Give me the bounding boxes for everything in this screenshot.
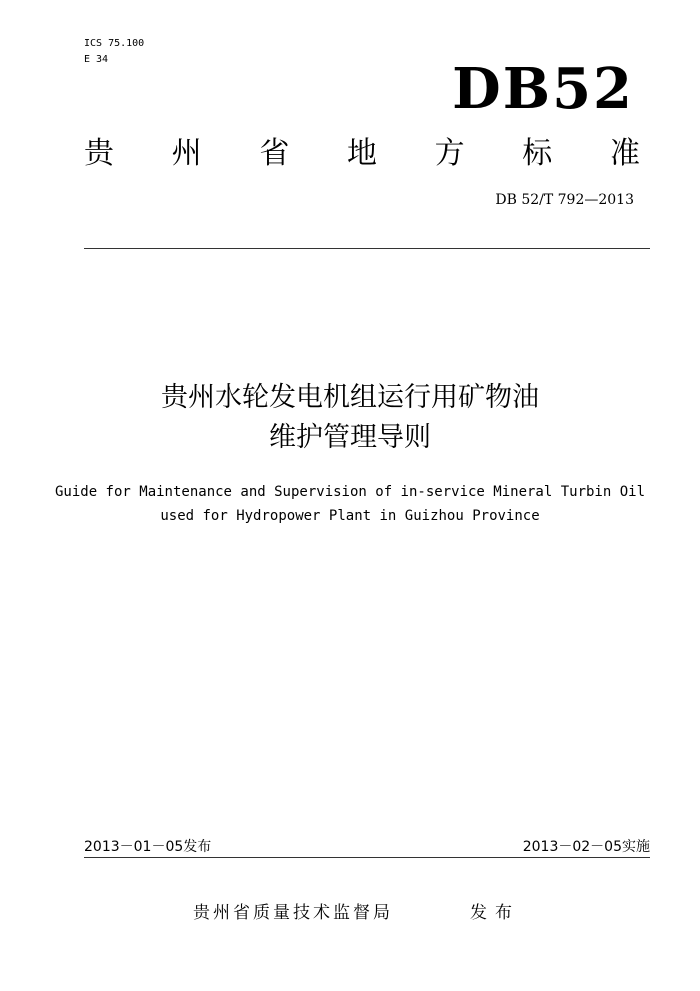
title-cn-line1: 贵州水轮发电机组运行用矿物油 — [161, 382, 539, 413]
standard-type-char: 方 — [434, 136, 465, 171]
standard-type-char: 州 — [171, 136, 202, 171]
standard-type-char: 地 — [346, 136, 377, 171]
standard-number: DB 52/T 792—2013 — [495, 192, 634, 208]
header-divider — [84, 248, 650, 249]
category-code: E 34 — [84, 54, 109, 65]
title-en-line1: Guide for Maintenance and Supervision of in-service Mineral Turbin Oil — [54, 484, 645, 500]
title-en-line2: used for Hydropower Plant in Guizhou Province — [160, 508, 540, 524]
ics-code: ICS 75.100 — [84, 38, 145, 49]
standard-type-char: 标 — [522, 136, 553, 171]
footer-divider — [84, 857, 650, 858]
standard-type-char: 准 — [609, 136, 640, 171]
standard-type-title — [84, 132, 640, 176]
issue-date: 2013－01－05发布 — [84, 839, 212, 855]
implement-date: 2013－02－05实施 — [522, 839, 650, 855]
publisher-name: 贵州省质量技术监督局 — [193, 903, 393, 923]
ics-code-block — [84, 36, 144, 68]
db52-logo: DB52 — [452, 56, 634, 122]
publish-label: 发布 — [470, 903, 520, 923]
title-cn-line2: 维护管理导则 — [269, 422, 431, 453]
standard-type-char: 省 — [259, 136, 290, 171]
standard-type-char: 贵 — [84, 136, 114, 171]
